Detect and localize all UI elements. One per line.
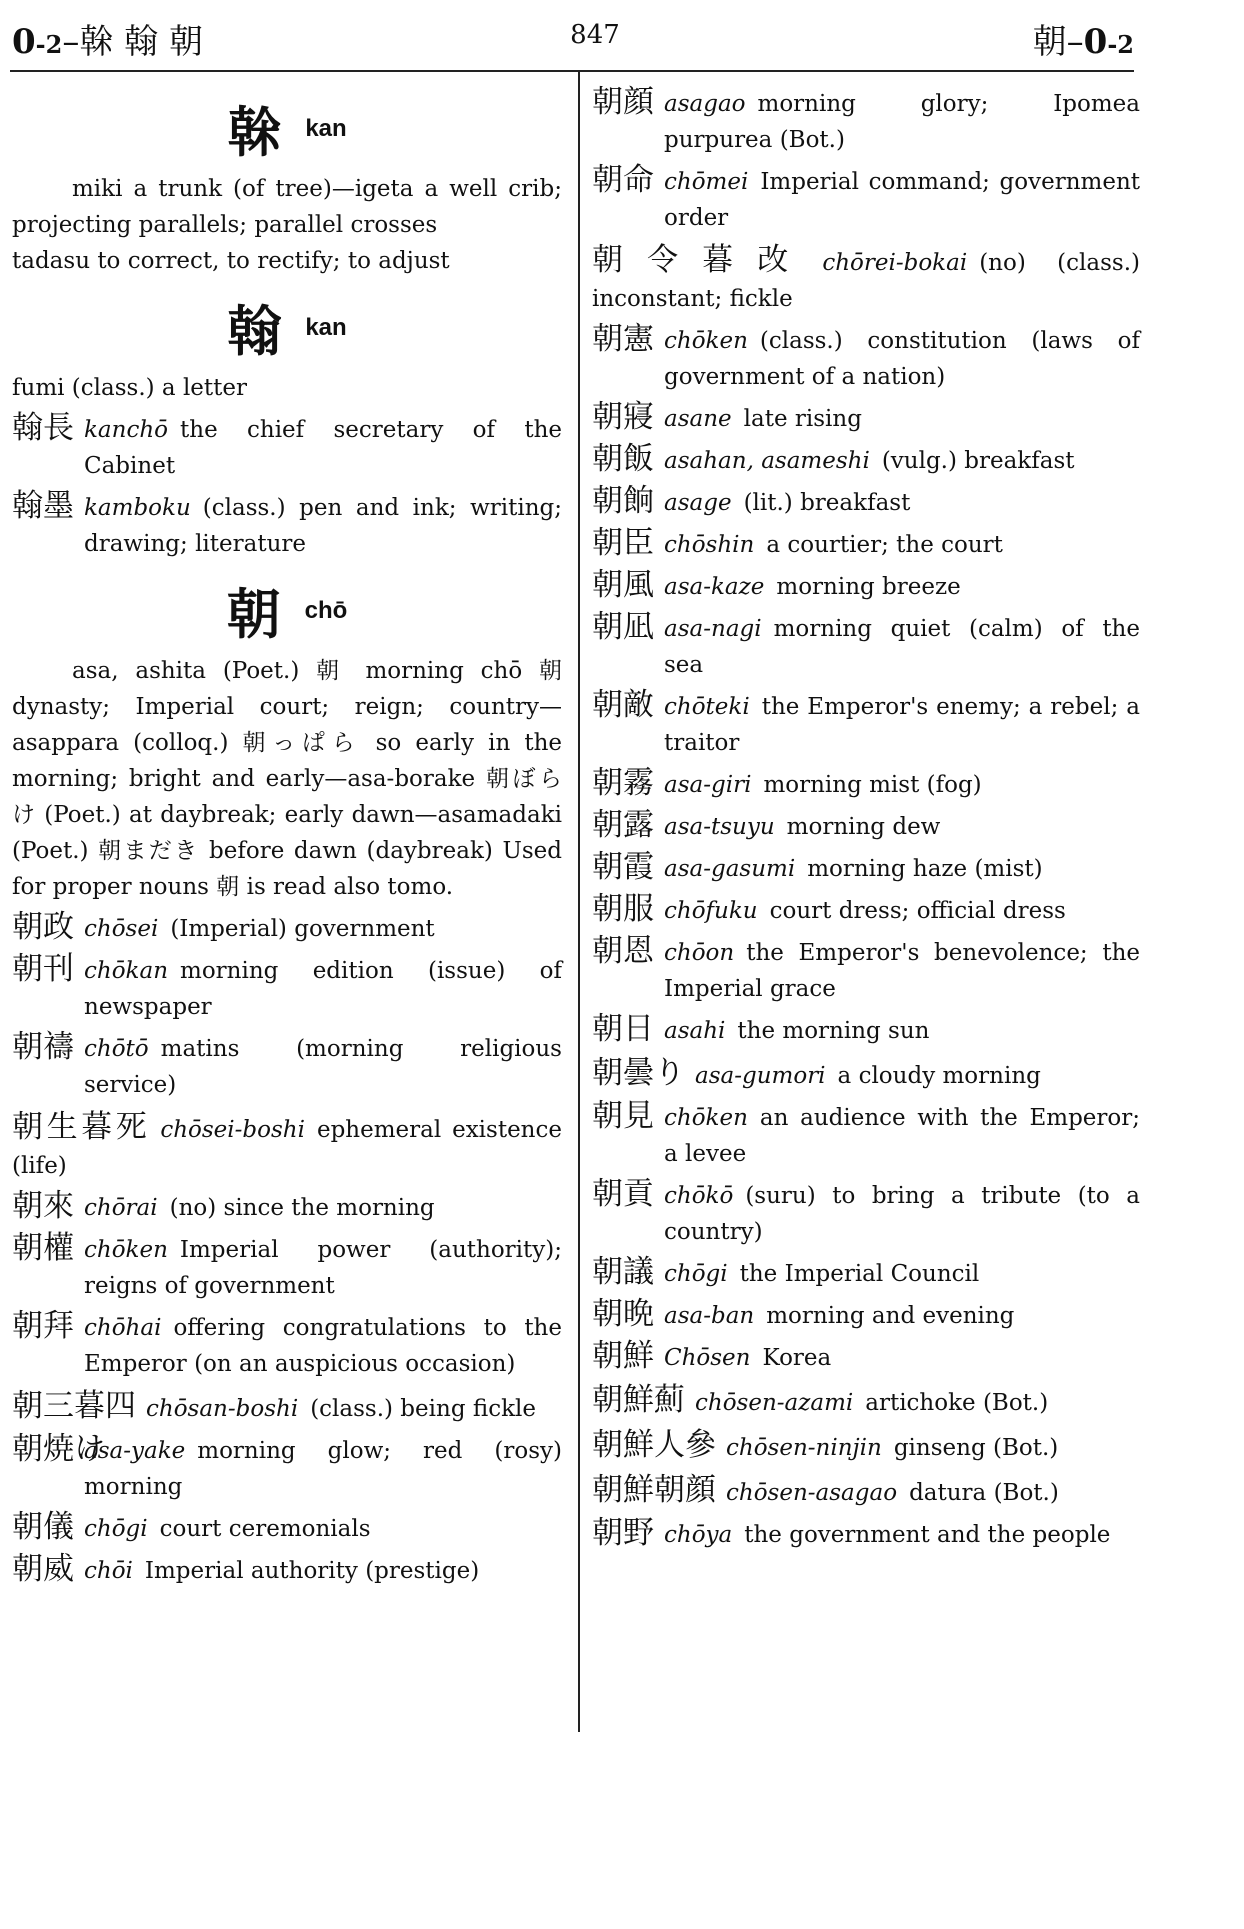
entry-definition: court dress; official dress	[769, 898, 1066, 924]
header-left-guide	[12, 14, 203, 63]
entry-definition: morning quiet (calm) of the sea	[664, 616, 1140, 678]
entry-romaji: chōi	[84, 1558, 133, 1584]
header-right-kanji: 朝–	[1032, 22, 1084, 62]
entry-romaji: chōsen-azami	[695, 1390, 854, 1416]
entry-kanji: 朝令暮改	[592, 242, 813, 278]
entry-kanji: 朝露	[592, 807, 654, 843]
entry-romaji: chōteki	[664, 694, 750, 720]
entry-kanji: 朝儀	[12, 1509, 74, 1545]
entry-definition: Imperial command; government order	[664, 169, 1140, 231]
left-column	[12, 80, 562, 1595]
entry-definition: (class.) being fickle	[310, 1396, 536, 1422]
entry-romaji: chōsei	[84, 916, 159, 942]
entry-romaji: kanchō	[84, 417, 169, 443]
dictionary-entry	[592, 1100, 1140, 1172]
dictionary-entry	[592, 767, 1140, 803]
entry-romaji: asage	[664, 490, 732, 516]
dictionary-entry	[592, 1427, 1140, 1466]
entry-kanji: 朝貢	[592, 1176, 654, 1212]
dictionary-entry	[592, 1013, 1140, 1049]
entry-romaji: asane	[664, 406, 732, 432]
headword-kanji: 榦	[227, 101, 282, 164]
dictionary-entry	[12, 953, 562, 1025]
dictionary-entry	[592, 935, 1140, 1007]
entry-kanji: 朝晩	[592, 1296, 654, 1332]
definition: miki a trunk (of tree)—igeta a well crib; projecting parallels; parallel crosses	[12, 176, 562, 238]
entry-definition: morning dew	[786, 814, 941, 840]
dictionary-entry	[12, 412, 562, 484]
entry-romaji: chōgi	[84, 1516, 148, 1542]
entry-definition: ginseng (Bot.)	[893, 1435, 1059, 1461]
entry-kanji: 朝刊	[12, 951, 74, 987]
entry-kanji: 翰墨	[12, 488, 74, 524]
dictionary-entry	[592, 164, 1140, 236]
entry-romaji: asa-nagi	[664, 616, 762, 642]
dictionary-entry	[592, 1517, 1140, 1553]
entry-definition: a cloudy morning	[837, 1063, 1041, 1089]
entry-kanji: 朝敵	[592, 687, 654, 723]
entry-kanji: 朝政	[12, 909, 74, 945]
entry-definition: morning edition (issue) of newspaper	[84, 958, 562, 1020]
entry-definition: offering congratulations to the Emperor (on an auspicious occasion)	[84, 1315, 562, 1377]
column-divider	[578, 72, 580, 1732]
entry-kanji: 朝凪	[592, 609, 654, 645]
entry-kanji: 朝見	[592, 1098, 654, 1134]
entry-romaji: chōken	[664, 328, 748, 354]
entry-kanji: 朝曇り	[592, 1055, 685, 1091]
headword-kan-1	[12, 90, 562, 167]
entry-definition: the government and the people	[744, 1522, 1111, 1548]
entry-definition: the Emperor's enemy; a rebel; a traitor	[664, 694, 1140, 756]
entry-romaji: Chōsen	[664, 1345, 751, 1371]
dictionary-entry	[592, 611, 1140, 683]
entry-kanji: 朝霞	[592, 849, 654, 885]
entry-kanji: 朝三暮四	[12, 1388, 136, 1424]
dictionary-entry	[12, 1190, 562, 1226]
dictionary-entry	[592, 401, 1140, 437]
entry-romaji: chōon	[664, 940, 735, 966]
header-right-code: 0	[1083, 22, 1108, 62]
entry-romaji: chōsan-boshi	[146, 1396, 299, 1422]
entry-kanji: 朝飯	[592, 441, 654, 477]
dictionary-entry	[592, 527, 1140, 563]
entry-kanji: 朝霧	[592, 765, 654, 801]
entry-definition: morning glow; red (rosy) morning	[84, 1438, 562, 1500]
entry-romaji: asa-ban	[664, 1303, 755, 1329]
dictionary-entry	[592, 86, 1140, 158]
entry-definition: morning glory; Ipomea purpurea (Bot.)	[664, 91, 1140, 153]
dictionary-entry	[592, 443, 1140, 479]
header-right-sub: -2	[1107, 30, 1134, 59]
entry-kanji: 朝拜	[12, 1308, 74, 1344]
dictionary-entry	[12, 490, 562, 562]
page-number: 847	[570, 20, 620, 50]
dictionary-entry	[12, 1310, 562, 1382]
dictionary-entry	[12, 911, 562, 947]
entry-kanji: 朝日	[592, 1011, 654, 1047]
dictionary-entry	[592, 851, 1140, 887]
headword-kanji: 朝	[226, 583, 281, 646]
entry-definition: the chief secretary of the Cabinet	[84, 417, 562, 479]
dictionary-entry	[592, 1256, 1140, 1292]
entry-romaji: asa-yake	[84, 1438, 186, 1464]
entry-romaji: chōfuku	[664, 898, 758, 924]
dictionary-entry	[12, 1031, 562, 1103]
header-left-sub: -2	[35, 30, 63, 59]
entry-romaji: chōhai	[84, 1315, 162, 1341]
entry-definition: morning and evening	[766, 1303, 1015, 1329]
dictionary-entry	[592, 1472, 1140, 1511]
entry-romaji: asahan, asameshi	[664, 448, 870, 474]
entry-romaji: asa-gasumi	[664, 856, 796, 882]
entry-romaji: asagao	[664, 91, 746, 117]
entry-romaji: chōsen-asagao	[726, 1480, 898, 1506]
dictionary-entry	[592, 893, 1140, 929]
entry-definition: artichoke (Bot.)	[865, 1390, 1049, 1416]
entry-definition: (class.) constitution (laws of government of a nation)	[664, 328, 1140, 390]
dictionary-entry	[592, 569, 1140, 605]
dictionary-entry	[592, 1055, 1140, 1094]
entry-romaji: chōken	[84, 1237, 168, 1263]
dictionary-entry	[12, 1433, 562, 1505]
dictionary-entry	[592, 323, 1140, 395]
entry-definition: the morning sun	[737, 1018, 930, 1044]
entry-romaji: chōtō	[84, 1036, 149, 1062]
headword-reading: kan	[305, 313, 347, 341]
entry-kanji: 朝鮮朝顔	[592, 1472, 716, 1508]
dictionary-entry	[592, 1340, 1140, 1376]
entry-romaji: chōya	[664, 1522, 733, 1548]
dictionary-entry	[12, 1109, 562, 1184]
entry-kanji: 朝恩	[592, 933, 654, 969]
entry-kanji: 朝顔	[592, 84, 654, 120]
entry-romaji: chōshin	[664, 532, 755, 558]
entry-definition: court ceremonials	[159, 1516, 371, 1542]
entry-kanji: 朝禱	[12, 1029, 74, 1065]
entry-definition: the Emperor's benevolence; the Imperial grace	[664, 940, 1140, 1002]
entry-definition: datura (Bot.)	[909, 1480, 1059, 1506]
header-right-guide	[1033, 14, 1134, 63]
entry-kanji: 朝權	[12, 1230, 74, 1266]
header-left-code: 0	[12, 22, 36, 62]
entry-romaji: chōkō	[664, 1183, 734, 1209]
entry-definition: (no) since the morning	[169, 1195, 435, 1221]
header-left-kanji: –榦 翰 朝	[62, 22, 203, 62]
page-header	[0, 0, 1244, 72]
entry-romaji: asa-tsuyu	[664, 814, 775, 840]
dictionary-entry	[12, 1388, 562, 1427]
entry-kanji: 朝命	[592, 162, 654, 198]
entry-romaji: chōmei	[664, 169, 749, 195]
entry-romaji: chōkan	[84, 958, 169, 984]
header-rule	[10, 70, 1134, 72]
entry-kanji: 朝議	[592, 1254, 654, 1290]
dictionary-entry	[12, 1232, 562, 1304]
entry-romaji: chōsen-ninjin	[726, 1435, 882, 1461]
entry-kanji: 朝野	[592, 1515, 654, 1551]
entry-kanji: 翰長	[12, 410, 74, 446]
entry-definition: a courtier; the court	[766, 532, 1003, 558]
dictionary-entry	[592, 242, 1140, 317]
entry-definition: ephemeral existence (life)	[12, 1117, 562, 1179]
entry-romaji: asa-kaze	[664, 574, 765, 600]
entry-definition: (suru) to bring a tribute (to a country)	[664, 1183, 1140, 1245]
entry-romaji: chōrai	[84, 1195, 158, 1221]
headword-kan-2	[12, 289, 562, 366]
entry-kanji: 朝來	[12, 1188, 74, 1224]
entry-definition: (class.) pen and ink; writing; drawing; literature	[84, 495, 562, 557]
entry-definition: an audience with the Emperor; a levee	[664, 1105, 1140, 1167]
entry-definition: late rising	[743, 406, 862, 432]
entry-romaji: chōgi	[664, 1261, 728, 1287]
entry-definition: morning mist (fog)	[763, 772, 982, 798]
entry-kanji: 朝威	[12, 1551, 74, 1587]
entry-romaji: kamboku	[84, 495, 191, 521]
entry-romaji: asa-gumori	[695, 1063, 826, 1089]
entry-kanji: 朝寢	[592, 399, 654, 435]
entry-kanji: 朝餉	[592, 483, 654, 519]
dictionary-entry	[12, 1553, 562, 1589]
entry-definition: (vulg.) breakfast	[881, 448, 1075, 474]
entry-kanji: 朝臣	[592, 525, 654, 561]
right-column	[592, 80, 1140, 1559]
headword-reading: kan	[305, 114, 347, 142]
entry-kanji: 朝鮮	[592, 1338, 654, 1374]
entry-kanji: 朝風	[592, 567, 654, 603]
entry-kanji: 朝憲	[592, 321, 654, 357]
entry-definition: the Imperial Council	[739, 1261, 980, 1287]
headword-reading: chō	[304, 596, 348, 624]
dictionary-entry	[592, 689, 1140, 761]
entry-definition: Imperial power (authority); reigns of government	[84, 1237, 562, 1299]
definition: asa, ashita (Poet.) 朝 morning chō 朝 dynasty; Imperial court; reign; country—asappara (colloq.) 朝っぱら so early in the morning; bright and early—asa-borake 朝ぼらけ (Poet.) at daybreak; early dawn—asamadaki (Poet.) 朝まだき before dawn (daybreak) Used for proper nouns 朝 is read also tomo.	[12, 658, 562, 900]
entry-definition: Imperial authority (prestige)	[144, 1558, 480, 1584]
entry-romaji: chōrei-bokai	[822, 250, 968, 276]
entry-kanji: 朝生暮死	[12, 1109, 151, 1145]
entry-definition: matins (morning religious service)	[84, 1036, 562, 1098]
dictionary-entry	[592, 809, 1140, 845]
dictionary-entry	[592, 485, 1140, 521]
definition: tadasu to correct, to rectify; to adjust	[12, 248, 450, 274]
entry-romaji: asahi	[664, 1018, 726, 1044]
entry-definition: morning haze (mist)	[807, 856, 1043, 882]
entry-romaji: asa-giri	[664, 772, 752, 798]
entry-definition: Korea	[762, 1345, 832, 1371]
entry-definition: (lit.) breakfast	[743, 490, 911, 516]
entry-romaji: chōsei-boshi	[160, 1117, 305, 1143]
dictionary-entry	[592, 1382, 1140, 1421]
entry-romaji: chōken	[664, 1105, 748, 1131]
headword-kanji: 翰	[227, 300, 282, 363]
entry-definition: (Imperial) government	[170, 916, 435, 942]
entry-kanji: 朝鮮薊	[592, 1382, 685, 1418]
entry-kanji: 朝鮮人參	[592, 1427, 716, 1463]
headword-cho	[12, 572, 562, 649]
dictionary-entry	[12, 1511, 562, 1547]
definition: fumi (class.) a letter	[12, 375, 248, 401]
entry-definition: morning breeze	[776, 574, 961, 600]
dictionary-entry	[592, 1298, 1140, 1334]
entry-kanji: 朝服	[592, 891, 654, 927]
dictionary-entry	[592, 1178, 1140, 1250]
entry-definition: (no) (class.) inconstant; fickle	[592, 250, 1140, 312]
entry-kanji: 朝焼け	[12, 1431, 105, 1467]
